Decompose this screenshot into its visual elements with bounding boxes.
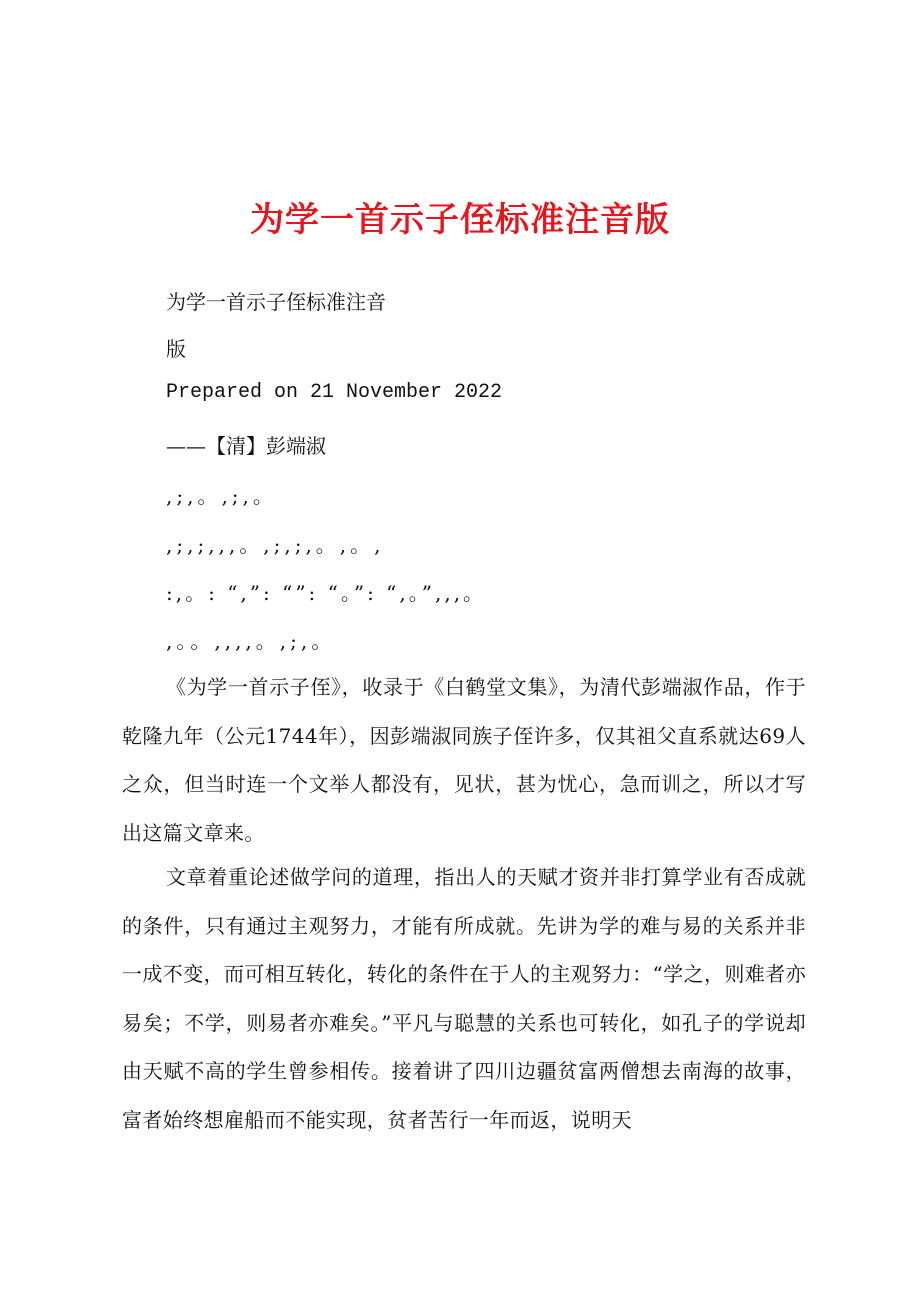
document-title: 为学一首示子侄标准注音版 (250, 200, 670, 240)
punctuation-line: ,;,。,;,。 (166, 484, 277, 508)
punctuation-line: :,。: “,”: “”: “。”: “,。”,,,。 (166, 581, 487, 605)
subtitle-line-2: 版 (166, 337, 186, 361)
body-paragraph: 《为学一首示子侄》，收录于《白鹤堂文集》，为清代彭端淑作品，作于乾隆九年（公元1744年），因彭端淑同族子侄许多，仅其祖父直系就达69人之众，但当时连一个文举人都没有，见状，甚为忧心，急而训之，所以才写出这篇文章来。 (122, 675, 806, 845)
body-paragraph: 文章着重论述做学问的道理，指出人的天赋才资并非打算学业有否成就的条件，只有通过主观努力，才能有所成就。先讲为学的难与易的关系并非一成不变，而可相互转化，转化的条件在于人的主观努力：“学之，则难者亦易矣；不学，则易者亦难矣。”平凡与聪慧的关系也可转化，如孔子的学说却由天赋不高的学生曾参相传。接着讲了四川边疆贫富两僧想去南海的故事，富者始终想雇船而不能实现，贫者苦行一年而返，说明天 (122, 865, 806, 1132)
subtitle-line-1: 为学一首示子侄标准注音 (166, 290, 386, 314)
prepared-date: Prepared on 21 November 2022 (166, 381, 503, 404)
punctuation-line: ,;,;,,,。,;,;,。,。, (166, 533, 385, 557)
author-line: ——【清】彭端淑 (166, 434, 326, 458)
punctuation-line: ,。。,,,,。,;,。 (166, 629, 336, 653)
